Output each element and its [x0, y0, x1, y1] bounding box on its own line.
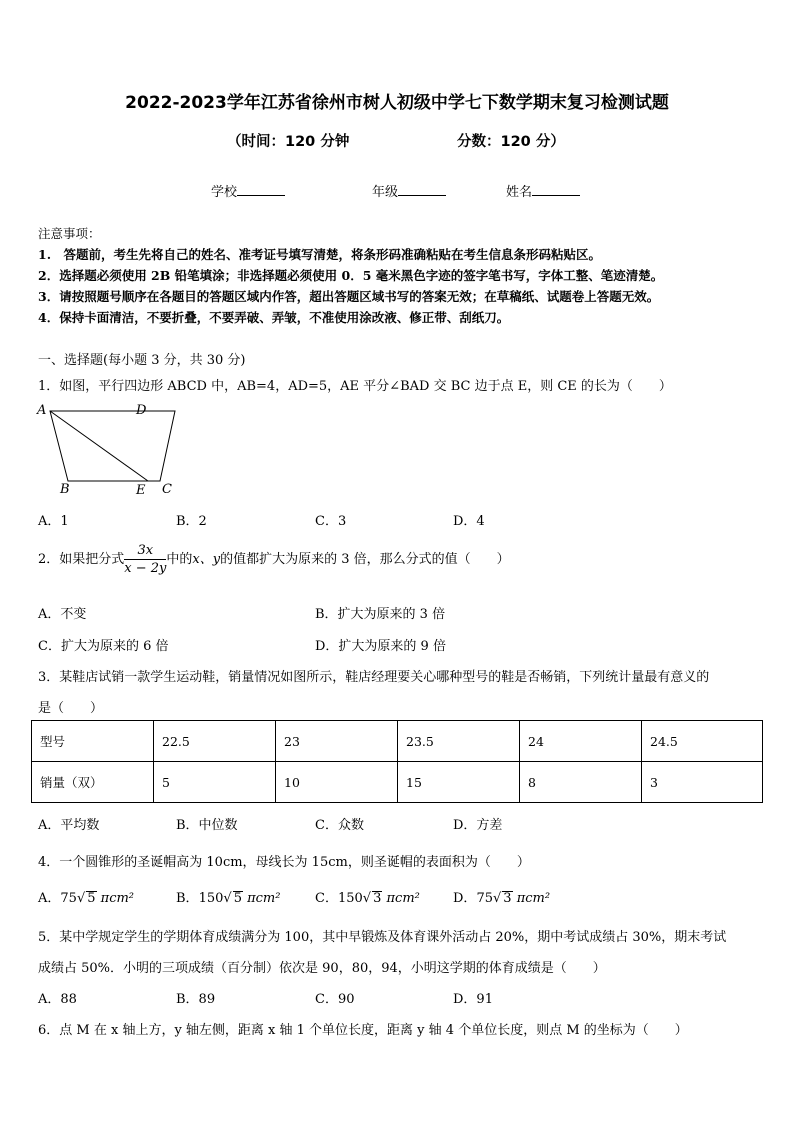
q2-option-b[interactable]: B．扩大为原来的 3 倍: [315, 607, 446, 622]
exam-time: （时间：120 分钟: [227, 134, 350, 150]
q4-coef: 150: [337, 891, 363, 906]
q4-unit: πcm²: [386, 891, 420, 906]
exam-score: 分数：120 分）: [457, 134, 565, 150]
q4-unit: πcm²: [100, 891, 135, 906]
sqrt-symbol: √: [492, 891, 502, 906]
q2-fraction: [124, 542, 166, 577]
q4-option-label: C．: [315, 891, 338, 906]
sqrt-symbol: √: [76, 891, 86, 906]
q2-denominator: x − 2y: [124, 561, 167, 576]
q4-text: 4．一个圆锥形的圣诞帽高为 10cm，母线长为 15cm，则圣诞帽的表面积为（ ）: [38, 855, 530, 870]
shoe-sales-table: [31, 720, 763, 803]
q4-unit: πcm²: [247, 891, 281, 906]
table-cell: 8: [520, 762, 642, 803]
note-item-3: 3．请按照题号顺序在各题目的答题区域内作答，超出答题区域书写的答案无效；在草稿纸、试题卷上答题无效。: [38, 289, 660, 304]
table-row-size: [32, 721, 763, 762]
q2-option-c[interactable]: C．扩大为原来的 6 倍: [38, 639, 169, 654]
q4-option-c[interactable]: [315, 887, 420, 906]
note-item-1: 1. 答题前，考生先将自己的姓名、准考证号填写清楚，将条形码准确粘贴在考生信息条形码粘贴区。: [38, 247, 602, 262]
q5-line1: 5．某中学规定学生的学期体育成绩满分为 100，其中早锻炼及体育课外活动占 20%，期中考试成绩占 30%，期末考试: [38, 930, 727, 945]
q4-option-d[interactable]: [453, 887, 550, 906]
q2-text: [38, 542, 510, 577]
q3-line2: 是（ ）: [38, 701, 104, 716]
q2-option-d[interactable]: D．扩大为原来的 9 倍: [315, 639, 446, 654]
table-cell: 10: [276, 762, 398, 803]
q2-prefix: 2．如果把分式: [38, 552, 125, 567]
q3-option-a[interactable]: A．平均数: [38, 818, 100, 833]
q2-mid: 中的: [166, 552, 193, 567]
grade-blank[interactable]: [398, 183, 446, 196]
name-blank[interactable]: [532, 183, 580, 196]
q4-option-label: A．: [38, 891, 61, 906]
q1-option-a[interactable]: A．1: [38, 514, 69, 529]
q3-option-c[interactable]: C．众数: [315, 818, 364, 833]
table-cell: 23: [276, 721, 398, 762]
vertex-label-b: B: [60, 482, 70, 497]
q4-option-label: B．: [176, 891, 199, 906]
q6-text: 6．点 M 在 x 轴上方，y 轴左侧，距离 x 轴 1 个单位长度，距离 y 轴 4 个单位长度，则点 M 的坐标为（ ）: [38, 1023, 688, 1038]
q1-option-b[interactable]: B．2: [176, 514, 207, 529]
q3-line1: 3．某鞋店试销一款学生运动鞋，销量情况如图所示，鞋店经理要关心哪种型号的鞋是否畅销，下列统计量最有意义的: [38, 670, 710, 685]
vertex-label-d: D: [136, 403, 147, 418]
parallelogram-figure: [34, 400, 184, 500]
q5-option-d[interactable]: D．91: [453, 992, 493, 1007]
table-cell: 销量（双）: [32, 762, 154, 803]
q4-option-label: D．: [453, 891, 477, 906]
vertex-label-c: C: [162, 482, 172, 497]
q3-option-b[interactable]: B．中位数: [176, 818, 238, 833]
q4-root: 3: [503, 891, 512, 906]
q1-option-c[interactable]: C．3: [315, 514, 347, 529]
table-cell: 15: [398, 762, 520, 803]
q2-numerator: 3x: [124, 542, 166, 560]
q4-coef: 75: [60, 891, 77, 906]
q4-unit: πcm²: [516, 891, 551, 906]
table-cell: 24: [520, 721, 642, 762]
sqrt-symbol: √: [223, 891, 232, 906]
q2-vars: x、y: [192, 552, 221, 567]
page-title: 2022-2023学年江苏省徐州市树人初级中学七下数学期末复习检测试题: [125, 93, 669, 113]
table-cell: 3: [642, 762, 763, 803]
section-heading: 一、选择题(每小题 3 分，共 30 分): [38, 353, 246, 368]
table-cell: 型号: [32, 721, 154, 762]
q1-option-d[interactable]: D．4: [453, 514, 485, 529]
q4-option-b[interactable]: [176, 887, 280, 906]
q4-root: 5: [87, 891, 96, 906]
q5-option-a[interactable]: A．88: [38, 992, 77, 1007]
table-row-sales: [32, 762, 763, 803]
table-cell: 23.5: [398, 721, 520, 762]
q5-line2: 成绩占 50%．小明的三项成绩（百分制）依次是 90，80，94，小明这学期的体育成绩是（ ）: [38, 961, 606, 976]
q1-text: 1．如图，平行四边形 ABCD 中，AB=4，AD=5，AE 平分∠BAD 交 BC 边于点 E，则 CE 的长为（ ）: [38, 379, 672, 394]
notes-heading: 注意事项：: [38, 226, 101, 241]
q2-suffix: 的值都扩大为原来的 3 倍，那么分式的值（ ）: [220, 552, 510, 567]
q4-coef: 150: [198, 891, 224, 906]
q4-root: 5: [233, 891, 242, 906]
note-item-4: 4．保持卡面清洁，不要折叠，不要弄破、弄皱，不准使用涂改液、修正带、刮纸刀。: [38, 310, 510, 325]
q4-coef: 75: [476, 891, 493, 906]
table-cell: 22.5: [154, 721, 276, 762]
q2-option-a[interactable]: A．不变: [38, 607, 87, 622]
note-item-2: 2．选择题必须使用 2B 铅笔填涂；非选择题必须使用 0．5 毫米黑色字迹的签字笔书写，字体工整、笔迹清楚。: [38, 268, 664, 283]
q4-option-a[interactable]: [38, 887, 134, 906]
q3-option-d[interactable]: D．方差: [453, 818, 503, 833]
q5-option-b[interactable]: B．89: [176, 992, 216, 1007]
name-field: [506, 181, 580, 200]
school-label: 学校: [211, 185, 238, 200]
table-cell: 24.5: [642, 721, 763, 762]
table-cell: 5: [154, 762, 276, 803]
grade-field: [372, 181, 446, 200]
q5-option-c[interactable]: C．90: [315, 992, 355, 1007]
school-field: [211, 181, 285, 200]
vertex-label-e: E: [136, 483, 146, 498]
name-label: 姓名: [506, 185, 533, 200]
sqrt-symbol: √: [362, 891, 372, 906]
grade-label: 年级: [372, 185, 399, 200]
q4-root: 3: [373, 891, 382, 906]
vertex-label-a: A: [37, 403, 47, 418]
school-blank[interactable]: [237, 183, 285, 196]
